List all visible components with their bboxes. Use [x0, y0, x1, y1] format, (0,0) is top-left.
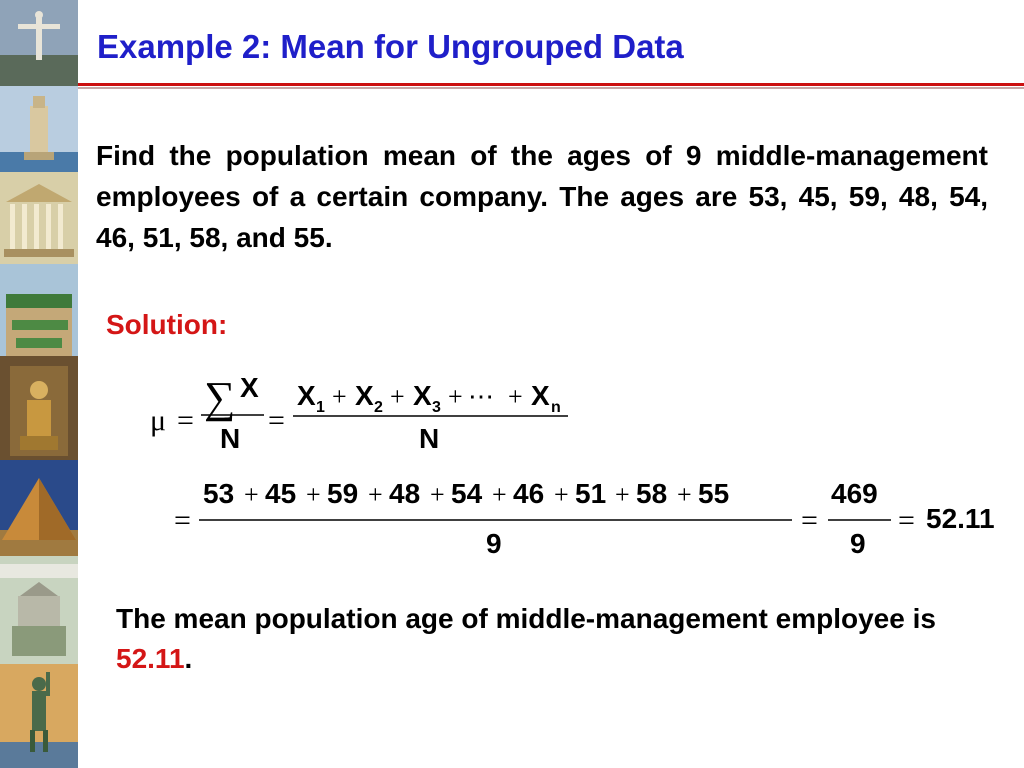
- plus-sign: +: [430, 480, 445, 509]
- plus-sign: +: [306, 480, 321, 509]
- age-value: 48: [389, 478, 421, 509]
- conclusion-text: [116, 599, 976, 679]
- equals-sign-1: =: [177, 404, 194, 437]
- term-xn: X: [531, 380, 550, 411]
- age-value: 53: [203, 478, 235, 509]
- age-value: 55: [698, 478, 730, 509]
- pyramid-image: [0, 460, 78, 556]
- conclusion-sentence: The mean population age of middle-management employee is: [116, 603, 936, 634]
- problem-statement: Find the population mean of the ages of 9 middle-management employees of a certain company. The ages are 53, 45, 59, 48, 54, 46, 51, 58, and 55.: [96, 140, 988, 253]
- plus-sign: +: [677, 480, 692, 509]
- equals-sign-2: =: [268, 404, 285, 437]
- plus-sign: +: [244, 480, 259, 509]
- conclusion-period: .: [184, 643, 193, 674]
- term-x3: X: [413, 380, 432, 411]
- count-denominator-2: 9: [850, 528, 866, 559]
- denominator-n-2: N: [419, 423, 440, 454]
- plus-sign: +: [368, 480, 383, 509]
- term-x2: X: [355, 380, 374, 411]
- temple-image: [0, 172, 78, 264]
- colossus-image: [0, 664, 78, 768]
- plus-sign: +: [448, 382, 463, 411]
- term-xn-subscript: n: [551, 399, 561, 416]
- age-value: 58: [636, 478, 668, 509]
- lighthouse-image: [0, 86, 78, 172]
- plus-sign: +: [332, 382, 347, 411]
- plus-sign: +: [390, 382, 405, 411]
- sum-variable: X: [240, 372, 259, 403]
- total-numerator: 469: [831, 478, 878, 509]
- solution-label: Solution:: [106, 309, 228, 340]
- plus-sign: +: [554, 480, 569, 509]
- equals-sign-3: =: [174, 504, 191, 537]
- term-x1-subscript: 1: [316, 399, 325, 416]
- plus-sign: +: [492, 480, 507, 509]
- conclusion-value: 52.11: [116, 643, 185, 674]
- age-value: 51: [575, 478, 607, 509]
- age-value: 54: [451, 478, 483, 509]
- denominator-n-1: N: [220, 423, 241, 454]
- mausoleum-image: [0, 556, 78, 664]
- age-value: 46: [513, 478, 545, 509]
- title-underline: [78, 83, 1024, 86]
- equals-sign-4: =: [801, 504, 818, 537]
- statue-of-zeus-image: [0, 356, 78, 460]
- mean-result: 52.11: [926, 503, 995, 534]
- title-underline-shadow: [78, 87, 1024, 89]
- equals-sign-5: =: [898, 504, 915, 537]
- christ-the-redeemer-image: [0, 0, 78, 86]
- hanging-gardens-image: [0, 264, 78, 356]
- plus-sign: +: [615, 480, 630, 509]
- sum-symbol: ∑: [204, 373, 236, 422]
- ages-sum: [203, 478, 729, 509]
- count-denominator: 9: [486, 528, 502, 559]
- age-value: 45: [265, 478, 297, 509]
- age-value: 59: [327, 478, 359, 509]
- plus-sign: +: [508, 382, 523, 411]
- sidebar-image-strip: [0, 0, 78, 768]
- slide-title: Example 2: Mean for Ungrouped Data: [97, 28, 684, 65]
- ellipsis: ⋯: [468, 382, 494, 411]
- mu-symbol: μ: [150, 404, 167, 437]
- term-x2-subscript: 2: [374, 399, 383, 416]
- term-x3-subscript: 3: [432, 399, 441, 416]
- term-x1: X: [297, 380, 316, 411]
- title-bar: [78, 0, 1024, 84]
